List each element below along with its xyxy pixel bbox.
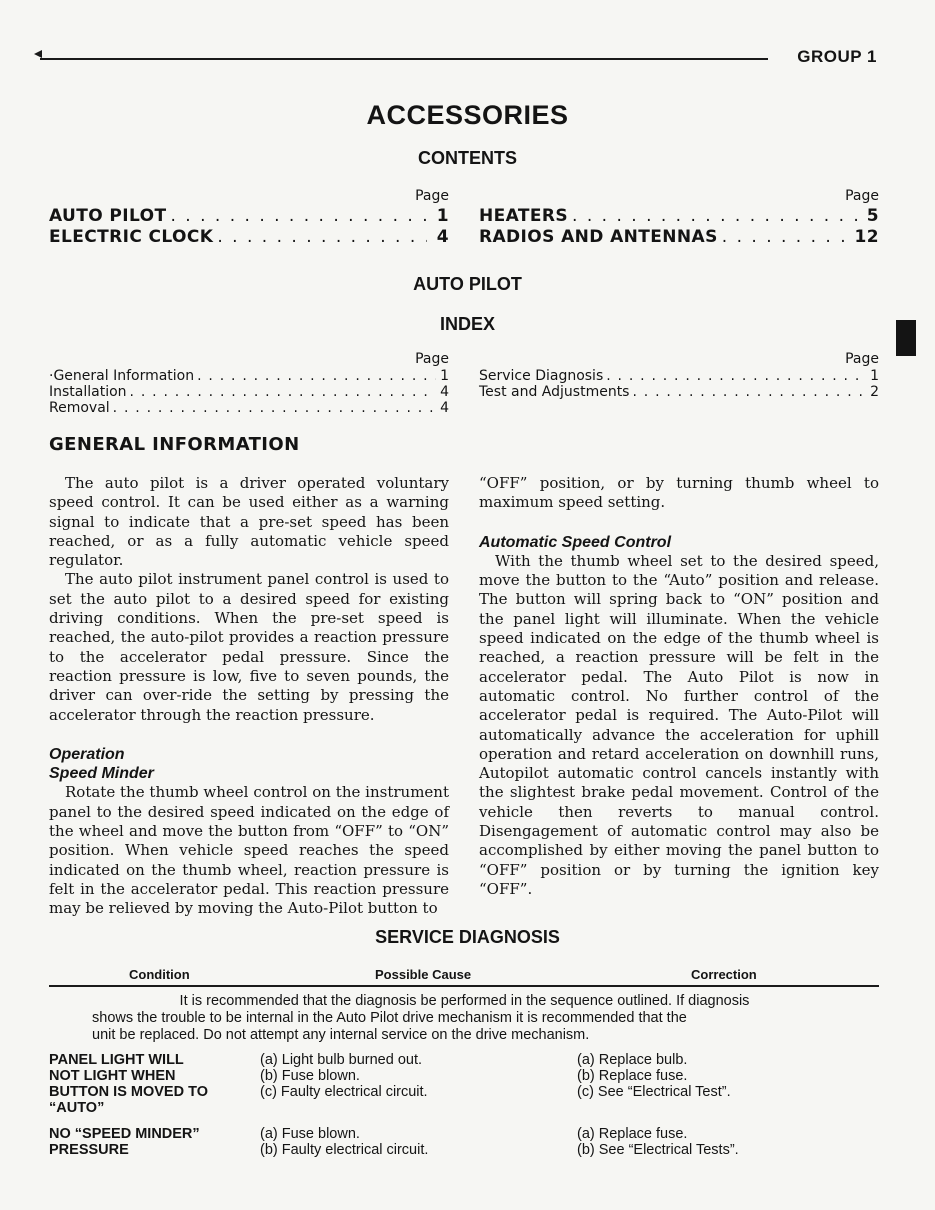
index-heading: INDEX [439, 314, 495, 334]
correction-line: (a) Replace bulb. [577, 1052, 688, 1068]
index-page-label: Page [845, 351, 879, 367]
contents-right-column [479, 188, 879, 248]
index-leader [632, 384, 866, 400]
service-diagnosis-title: SERVICE DIAGNOSIS [375, 927, 560, 947]
correction-cell [577, 1052, 877, 1100]
condition-line: BUTTON IS MOVED TO [49, 1084, 208, 1100]
index-right-column [479, 351, 879, 400]
toc-entry[interactable] [49, 206, 449, 227]
index-entry-label: Removal [49, 400, 110, 416]
column-header-correction: Correction [691, 967, 757, 982]
cause-cell [260, 1126, 560, 1158]
index-entry[interactable] [479, 384, 879, 400]
toc-leader [572, 206, 857, 226]
toc-entry-page: 1 [436, 206, 449, 226]
correction-line: (a) Replace fuse. [577, 1126, 688, 1142]
index-entry[interactable] [479, 368, 879, 384]
cause-line: (a) Fuse blown. [260, 1126, 360, 1142]
paragraph: The auto pilot instrument panel control is used to set the auto pilot to a desired speed for existing driving conditions. When the pre-set speed is reached, the auto-pilot provides a reaction pressure to the accelerator pedal pressure. Since the reaction pressure is low, five to seven pounds, the driver can over-ride the setting by pressing the accelerator through the reaction pressure. [49, 570, 449, 724]
index-entry-page: 4 [440, 400, 449, 416]
index-page-label: Page [415, 351, 449, 367]
cause-cell [260, 1052, 560, 1100]
cause-line: (b) Faulty electrical circuit. [260, 1142, 429, 1158]
condition-cell [49, 1052, 249, 1116]
diagnosis-note [92, 993, 837, 1044]
index-entry-page: 1 [440, 368, 449, 384]
column-header-condition: Condition [129, 967, 190, 982]
paragraph: Rotate the thumb wheel control on the instrument panel to the desired speed indicated on the edge of the wheel and move the button from “OFF” to “ON” position. When vehicle speed reaches the speed indicated on the thumb wheel, reaction pressure is felt in the accelerator pedal. This reaction pressure may be relieved by moving the Auto-Pilot button to [49, 783, 449, 918]
paragraph-continued: “OFF” position, or by turning thumb wheel to maximum speed setting. [479, 474, 879, 512]
group-label: GROUP 1 [797, 47, 877, 66]
index-entry-label: ·General Information [49, 368, 195, 384]
index-entry-label: Installation [49, 384, 127, 400]
toc-leader [170, 206, 427, 226]
paragraph: The auto pilot is a driver operated voluntary speed control. It can be used either as a warning signal to indicate that a pre-set speed has been reached, or as a fully automatic vehicle speed regulator. [49, 474, 449, 570]
index-entry-page: 1 [870, 368, 879, 384]
condition-line: PANEL LIGHT WILL [49, 1052, 184, 1068]
index-leader [606, 368, 866, 384]
header-rule [40, 58, 768, 60]
condition-line: NOT LIGHT WHEN [49, 1068, 176, 1084]
index-entry[interactable] [49, 400, 449, 416]
toc-entry[interactable] [479, 227, 879, 248]
index-entry[interactable] [49, 368, 449, 384]
diagnosis-table-header [49, 967, 879, 987]
cause-line: (a) Light bulb burned out. [260, 1052, 423, 1068]
toc-leader [217, 227, 427, 247]
condition-line: NO “SPEED MINDER” [49, 1126, 200, 1142]
note-line: shows the trouble to be internal in the Auto Pilot drive mechanism it is recommended that the [92, 1010, 687, 1026]
speed-minder-heading: Speed Minder [49, 765, 154, 783]
toc-entry-page: 4 [436, 227, 449, 247]
toc-page-label: Page [415, 188, 449, 204]
index-entry[interactable] [49, 384, 449, 400]
toc-entry-label: HEATERS [479, 206, 569, 226]
body-column-right [479, 474, 879, 899]
paragraph: With the thumb wheel set to the desired speed, move the button to the “Auto” position and release. The button will spring back to “ON” position and the panel light will illuminate. When the vehicle speed indicated on the edge of the thumb wheel is reached, a reaction pressure will be felt in the accelerator pedal. The Auto Pilot is now in automatic control. No further control of the accelerator pedal is required. The Auto-Pilot will automatically advance the acceleration for uphill operation and retard acceleration on downhill runs, Autopilot automatic control cancels instantly with the slightest brake pedal movement. Control of the vehicle then reverts to manual control. Disengagement of automatic control may also be accomplished by either moving the panel button to “OFF” position or by turning the ignition key “OFF”. [479, 551, 879, 898]
toc-entry-label: RADIOS AND ANTENNAS [479, 227, 718, 247]
column-header-possible-cause: Possible Cause [375, 967, 472, 982]
toc-leader [722, 227, 851, 247]
toc-entry-page: 5 [866, 206, 879, 226]
correction-line: (c) See “Electrical Test”. [577, 1084, 731, 1100]
contents-heading: CONTENTS [418, 148, 517, 168]
index-entry-label: Test and Adjustments [479, 384, 630, 400]
condition-cell [49, 1126, 249, 1158]
operation-heading: Operation [49, 745, 125, 763]
header-arrow-mark [34, 50, 42, 58]
page-title: ACCESSORIES [366, 100, 569, 130]
toc-entry-label: ELECTRIC CLOCK [49, 227, 214, 247]
index-entry-page: 2 [870, 384, 879, 400]
toc-entry-label: AUTO PILOT [49, 206, 167, 226]
index-leader [197, 368, 436, 384]
cause-line: (c) Faulty electrical circuit. [260, 1084, 428, 1100]
toc-entry[interactable] [479, 206, 879, 227]
correction-cell [577, 1126, 877, 1158]
body-column-left [49, 474, 449, 919]
index-leader [113, 400, 436, 416]
correction-line: (b) Replace fuse. [577, 1068, 688, 1084]
index-entry-page: 4 [440, 384, 449, 400]
note-line: unit be replaced. Do not attempt any internal service on the drive mechanism. [92, 1027, 590, 1043]
general-information-heading: GENERAL INFORMATION [49, 434, 300, 455]
contents-left-column [49, 188, 449, 248]
index-entry-label: Service Diagnosis [479, 368, 604, 384]
toc-entry-page: 12 [854, 227, 879, 247]
section-title: AUTO PILOT [413, 274, 522, 294]
automatic-speed-control-heading: Automatic Speed Control [479, 533, 672, 551]
cause-line: (b) Fuse blown. [260, 1068, 360, 1084]
toc-entry[interactable] [49, 227, 449, 248]
correction-line: (b) See “Electrical Tests”. [577, 1142, 739, 1158]
index-leader [130, 384, 436, 400]
condition-line: PRESSURE [49, 1142, 129, 1158]
toc-page-label: Page [845, 188, 879, 204]
index-left-column [49, 351, 449, 416]
note-line: It is recommended that the diagnosis be performed in the sequence outlined. If diagnosis [179, 993, 750, 1009]
condition-line: “AUTO” [49, 1100, 105, 1116]
